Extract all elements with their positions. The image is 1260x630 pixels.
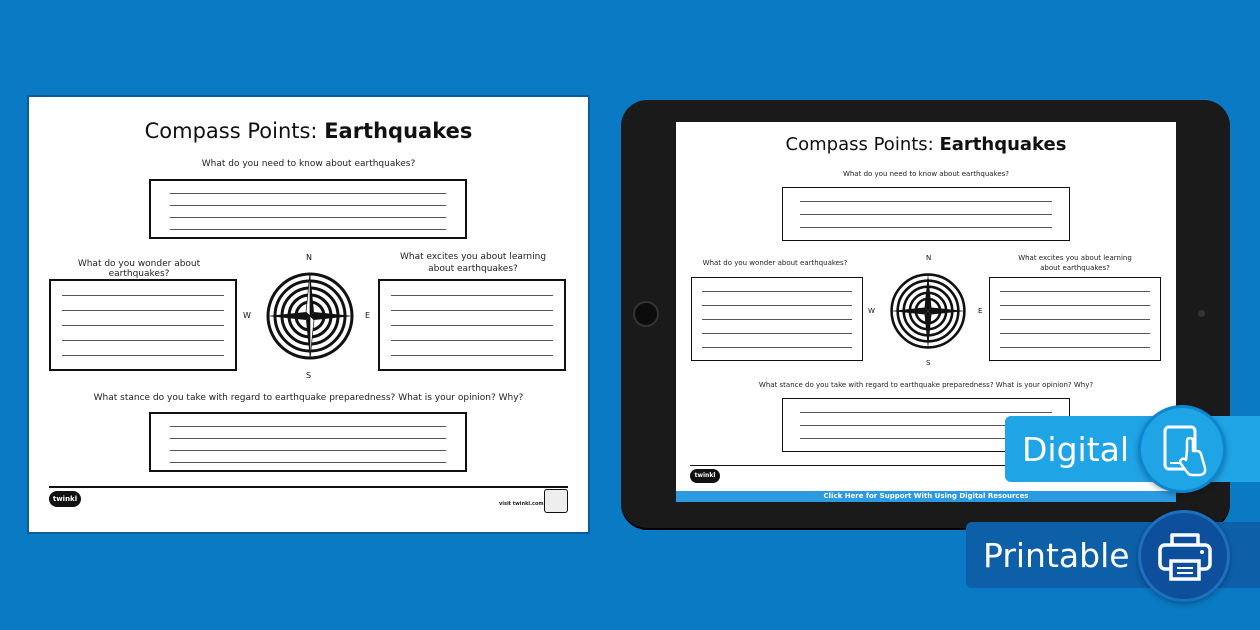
tablet-question-excites [989,253,1161,273]
digital-badge-circle [1138,405,1226,493]
compass-north-label: N [306,253,312,262]
tablet-touch-icon [1161,424,1211,478]
tablet-compass-rose-icon [889,272,967,350]
tablet-compass-north-label: N [926,254,932,262]
answer-box-excites [378,279,566,371]
title-bold: Earthquakes [324,119,473,143]
footer-divider [49,486,568,488]
tablet-answer-box-wonder[interactable] [691,277,863,361]
answer-box-need [149,179,467,239]
question-excites [379,251,567,275]
answer-box-wonder [49,279,237,371]
tablet-question-excites-line2: about earthquakes? [1040,264,1110,272]
tablet-title-prefix: Compass Points: [785,134,940,155]
printable-worksheet [29,97,588,532]
visit-twinkl-text: visit twinkl.com [499,501,544,507]
digital-badge-label: Digital [1022,429,1130,469]
tablet-twinkl-logo: twinkl [690,469,720,483]
tablet-answer-box-need[interactable] [782,187,1070,241]
printable-badge-label: Printable [983,535,1130,575]
quality-stamp-icon [544,489,568,513]
compass-rose-icon [265,271,355,361]
tablet-answer-box-excites[interactable] [989,277,1161,361]
question-excites-line1: What excites you about learning [399,252,547,262]
tablet-question-wonder: What do you wonder about earthquakes? [702,259,848,267]
tablet-camera-icon [633,301,659,327]
question-wonder: What do you wonder about earthquakes? [77,259,201,279]
title-prefix: Compass Points: [144,119,325,143]
worksheet-title [29,119,588,143]
tablet-compass-east-label: E [978,307,983,315]
digital-support-link[interactable]: Click Here for Support With Using Digital Resources [676,491,1176,502]
tablet-question-need: What do you need to know about earthquakes? [842,170,1010,178]
printer-icon [1157,531,1213,583]
tablet-question-stance: What stance do you take with regard to earthquake preparedness? What is your opinion? Why? [758,381,1094,389]
tablet-home-button[interactable] [1198,310,1205,317]
question-excites-line2: about earthquakes? [428,264,518,274]
tablet-worksheet-title [676,134,1176,155]
compass-south-label: S [306,371,312,380]
compass-east-label: E [365,311,371,320]
tablet-question-excites-line1: What excites you about learning [1018,254,1132,262]
twinkl-logo: twinkl [49,491,81,507]
compass-west-label: W [243,311,251,320]
answer-box-stance [149,412,467,472]
question-need: What do you need to know about earthquakes? [201,159,416,169]
tablet-compass-west-label: W [868,307,875,315]
printable-badge-circle [1138,510,1230,602]
tablet-compass-south-label: S [926,359,931,367]
tablet-title-bold: Earthquakes [939,134,1067,155]
question-stance: What stance do you take with regard to earthquake preparedness? What is your opinion? Why? [93,393,524,403]
